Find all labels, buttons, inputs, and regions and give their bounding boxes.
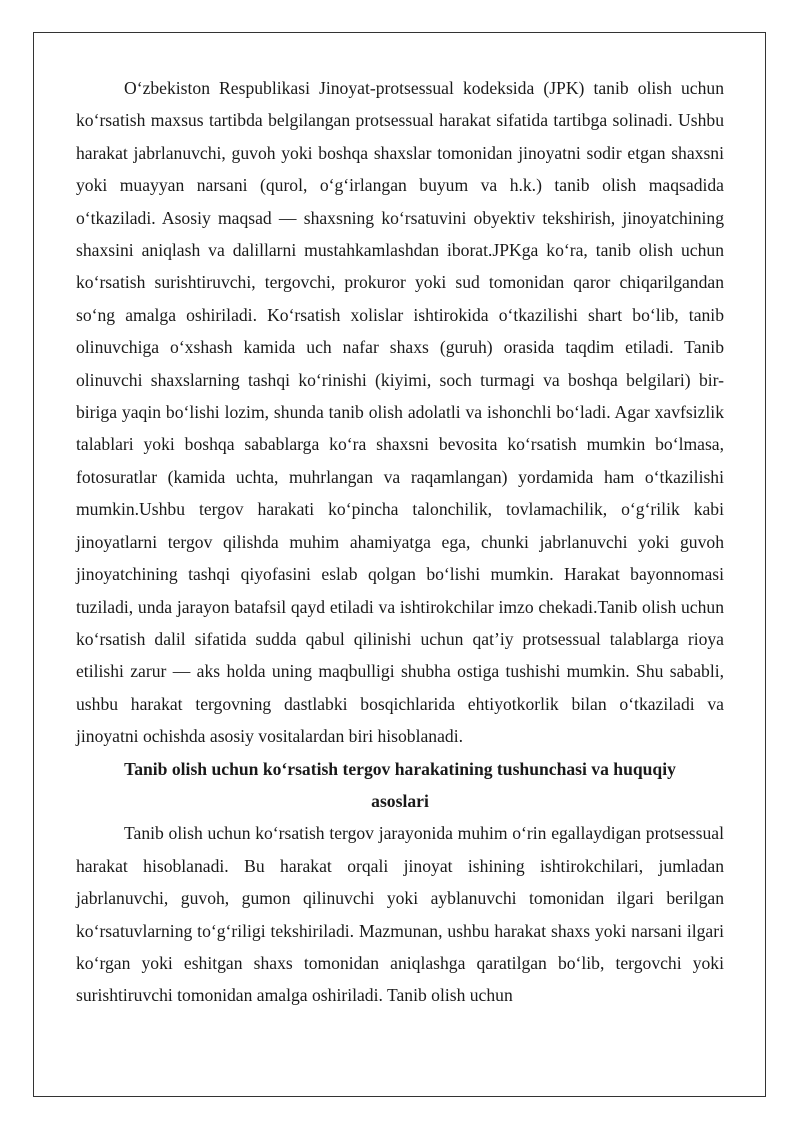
document-body (76, 72, 724, 1012)
paragraph-definition: Tanib olish uchun ko‘rsatish tergov jarayonida muhim o‘rin egallaydigan protsessual harakat hisoblanadi. Bu harakat orqali jinoyat ishining ishtirokchilari, jumladan jabrlanuvchi, guvoh, gumon qilinuvchi yoki ayblanuvchi tomonidan ilgari berilgan ko‘rsatuvlarning to‘g‘riligi tekshiriladi. Mazmunan, ushbu harakat shaxs yoki narsani ilgari ko‘rgan yoki eshitgan shaxs tomonidan aniqlashga qaratilgan bo‘lib, tergovchi yoki surishtiruvchi tomonidan amalga oshiriladi. Tanib olish uchun (76, 823, 724, 1006)
section-heading: Tanib olish uchun ko‘rsatish tergov harakatining tushunchasi va huquqiy asoslari (124, 758, 676, 811)
paragraph-intro: O‘zbekiston Respublikasi Jinoyat-protsessual kodeksida (JPK) tanib olish uchun ko‘rsatish maxsus tartibda belgilangan protsessual harakat sifatida tartibga solinadi. Ushbu harakat jabrlanuvchi, guvoh yoki boshqa shaxslar tomonidan jinoyatni sodir etgan shaxsni yoki muayyan narsani (qurol, o‘g‘irlangan buyum va h.k.) tanib olish maqsadida o‘tkaziladi. Asosiy maqsad — shaxsning ko‘rsatuvini obyektiv tekshirish, jinoyatchining shaxsini aniqlash va dalillarni mustahkamlashdan iborat.JPKga ko‘ra, tanib olish uchun ko‘rsatish surishtiruvchi, tergovchi, prokuror yoki sud tomonidan qaror chiqarilgandan so‘ng amalga oshiriladi. Ko‘rsatish xolislar ishtirokida o‘tkazilishi shart bo‘lib, tanib olinuvchiga o‘xshash kamida uch nafar shaxs (guruh) orasida taqdim etiladi. Tanib olinuvchi shaxslarning tashqi ko‘rinishi (kiyimi, soch turmagi va boshqa belgilari) bir-biriga yaqin bo‘lishi lozim, shunda tanib olish adolatli va ishonchli bo‘ladi. Agar xavfsizlik talablari yoki boshqa sabablarga ko‘ra shaxsni bevosita ko‘rsatish mumkin bo‘lmasa, fotosuratlar (kamida uchta, muhrlangan va raqamlangan) yordamida ham o‘tkazilishi mumkin.Ushbu tergov harakati ko‘pincha talonchilik, tovlamachilik, o‘g‘rilik kabi jinoyatlarni tergov qilishda muhim ahamiyatga ega, chunki jabrlanuvchi yoki guvoh jinoyatchining tashqi qiyofasini eslab qolgan bo‘lishi mumkin. Harakat bayonnomasi tuziladi, unda jarayon batafsil qayd etiladi va ishtirokchilar imzo chekadi.Tanib olish uchun ko‘rsatish dalil sifatida sudda qabul qilinishi uchun qat’iy protsessual talablarga rioya etilishi zarur — aks holda uning maqbulligi shubha ostiga tushishi mumkin. Shu sababli, ushbu harakat tergovning dastlabki bosqichlarida ehtiyotkorlik bilan o‘tkaziladi va jinoyatni ochishda asosiy vositalardan biri hisoblanadi. (76, 78, 724, 747)
